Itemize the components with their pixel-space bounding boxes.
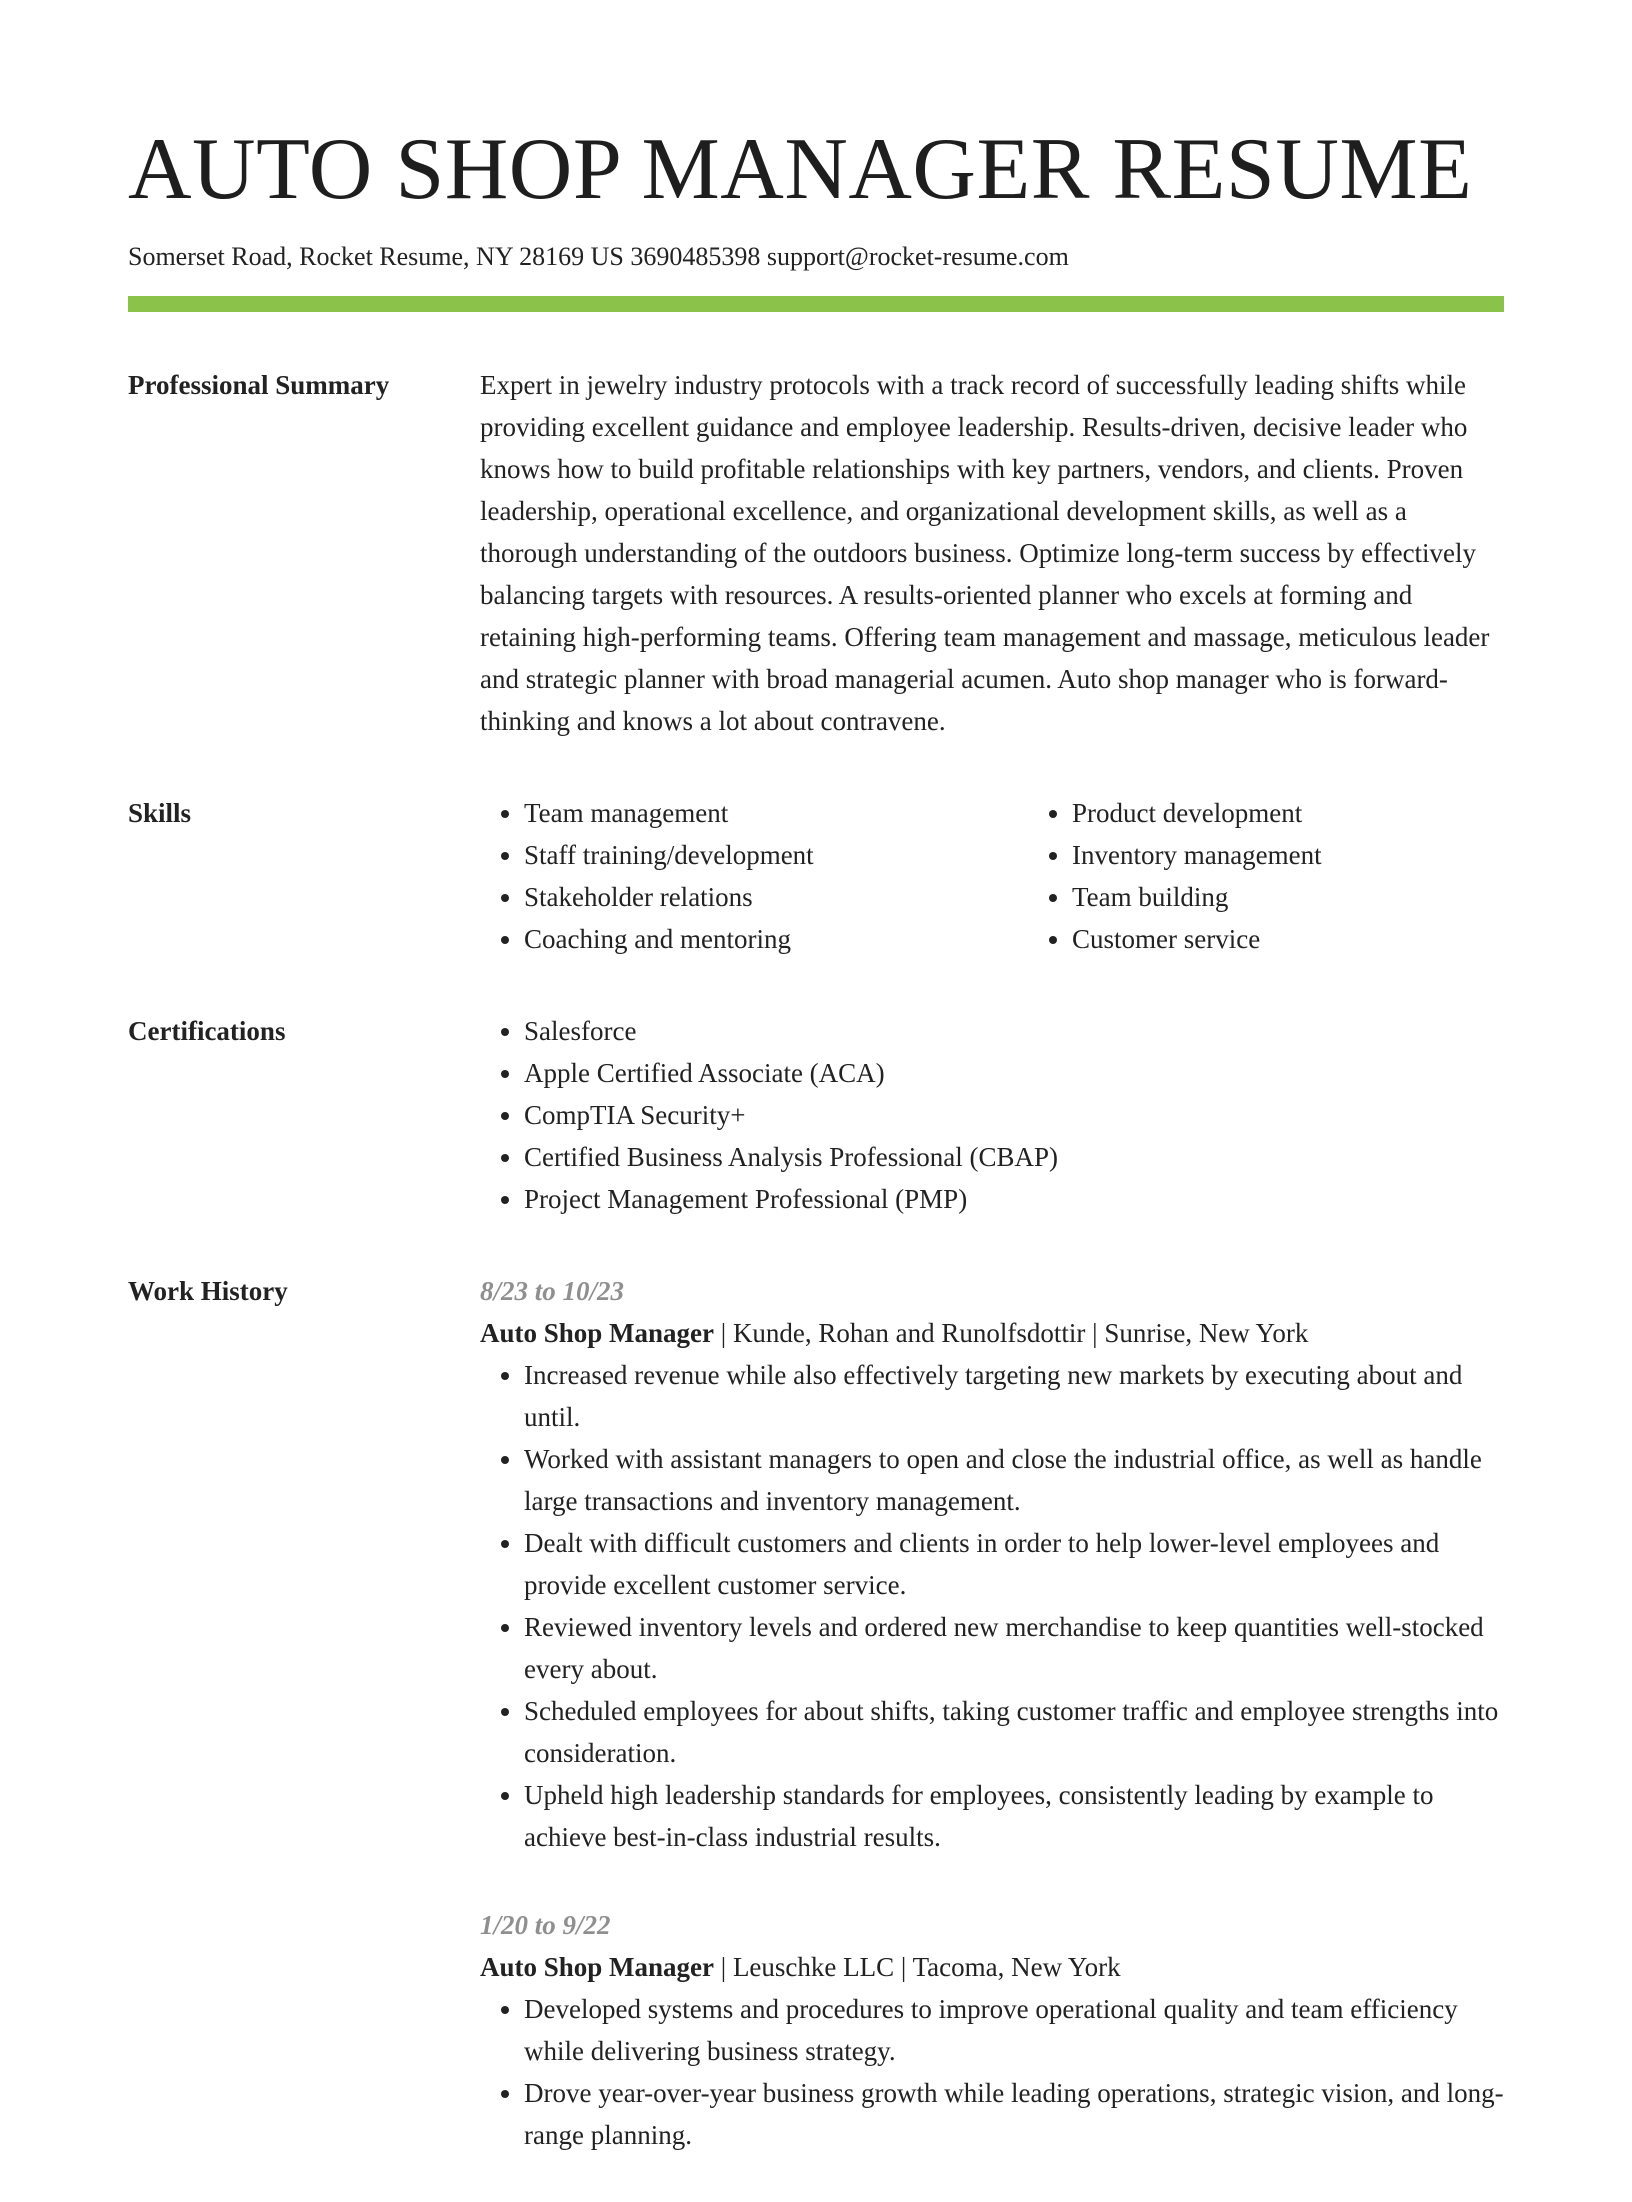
skill-item: • Staff training/development (524, 834, 1028, 876)
work-history-section (128, 1270, 1504, 2202)
job-bullet: • Dealt with difficult customers and clients in order to help lower-level employees and provide excellent customer service. (524, 1522, 1504, 1606)
skill-item: • Stakeholder relations (524, 876, 1028, 918)
job-title: Auto Shop Manager (480, 1318, 715, 1348)
job-bullet: • Worked with assistant managers to open and close the industrial office, as well as handle large transactions and inventory management. (524, 1438, 1504, 1522)
job-bullet: • Reviewed inventory levels and ordered new merchandise to keep quantities well-stocked every about. (524, 1606, 1504, 1690)
skill-item: • Team building (1072, 876, 1504, 918)
job-bullet: • Developed systems and procedures to improve operational quality and team efficiency while delivering business strategy. (524, 1988, 1504, 2072)
skills-list-left (480, 792, 1028, 960)
certification-item: • Certified Business Analysis Professional (CBAP) (524, 1136, 1504, 1178)
job-location: Sunrise, New York (1104, 1318, 1309, 1348)
skills-section (128, 792, 1504, 960)
certifications-section (128, 1010, 1504, 1220)
resume-title: AUTO SHOP MANAGER RESUME (128, 121, 1473, 218)
job-header: Auto Shop Manager | Leuschke LLC | Tacoma, New York (480, 1952, 1121, 1982)
job-title: Auto Shop Manager (480, 1952, 715, 1982)
summary-section (128, 364, 1504, 742)
contact-line (128, 240, 1504, 274)
header-divider (128, 296, 1504, 312)
skill-item: • Team management (524, 792, 1028, 834)
summary-heading: Professional Summary (128, 370, 390, 400)
job-header: Auto Shop Manager | Kunde, Rohan and Runolfsdottir | Sunrise, New York (480, 1318, 1309, 1348)
certification-item: • Apple Certified Associate (ACA) (524, 1052, 1504, 1094)
job-location: Tacoma, New York (912, 1952, 1121, 1982)
job-bullet: • Upheld high leadership standards for employees, consistently leading by example to achieve best-in-class industrial results. (524, 1774, 1504, 1858)
skill-item: • Coaching and mentoring (524, 918, 1028, 960)
contact-email: support@rocket-resume.com (766, 242, 1069, 271)
job-bullets (480, 1988, 1504, 2156)
summary-text: Expert in jewelry industry protocols with a track record of successfully leading shifts while providing excellent guidance and employee leadership. Results-driven, decisive leader who knows how to build profitable relationships with key partners, vendors, and clients. Proven leadership, operational excellence, and organizational development skills, as well as a thorough understanding of the outdoors business. Optimize long-term success by effectively balancing targets with resources. A results-oriented planner who excels at forming and retaining high-performing teams. Offering team management and massage, meticulous leader and strategic planner with broad managerial acumen. Auto shop manager who is forward-thinking and knows a lot about contravene. (480, 370, 1490, 736)
skill-item: • Inventory management (1072, 834, 1504, 876)
job-dates: 8/23 to 10/23 (480, 1276, 625, 1306)
job-bullet: • Drove year-over-year business growth while leading operations, strategic vision, and long-range planning. (524, 2072, 1504, 2156)
job-dates: 1/20 to 9/22 (480, 1910, 611, 1940)
resume-page (128, 112, 1504, 2202)
skills-list-right (1028, 792, 1504, 960)
job-entry (480, 1904, 1504, 2156)
certifications-list (480, 1010, 1504, 1220)
certification-item: • Salesforce (524, 1010, 1504, 1052)
certification-item: • CompTIA Security+ (524, 1094, 1504, 1136)
work-history-heading: Work History (128, 1276, 288, 1306)
certification-item: • Project Management Professional (PMP) (524, 1178, 1504, 1220)
job-bullet: • Increased revenue while also effectively targeting new markets by executing about and until. (524, 1354, 1504, 1438)
job-employer: Leuschke LLC (732, 1952, 895, 1982)
contact-address: Somerset Road, Rocket Resume, NY 28169 US (128, 242, 624, 271)
skill-item: • Customer service (1072, 918, 1504, 960)
contact-phone: 3690485398 (630, 242, 761, 271)
job-bullet: • Scheduled employees for about shifts, taking customer traffic and employee strengths into consideration. (524, 1690, 1504, 1774)
job-employer: Kunde, Rohan and Runolfsdottir (732, 1318, 1086, 1348)
job-bullets (480, 1354, 1504, 1858)
skills-heading: Skills (128, 798, 192, 828)
skill-item: • Product development (1072, 792, 1504, 834)
job-entry (480, 1270, 1504, 1858)
certifications-heading: Certifications (128, 1016, 286, 1046)
